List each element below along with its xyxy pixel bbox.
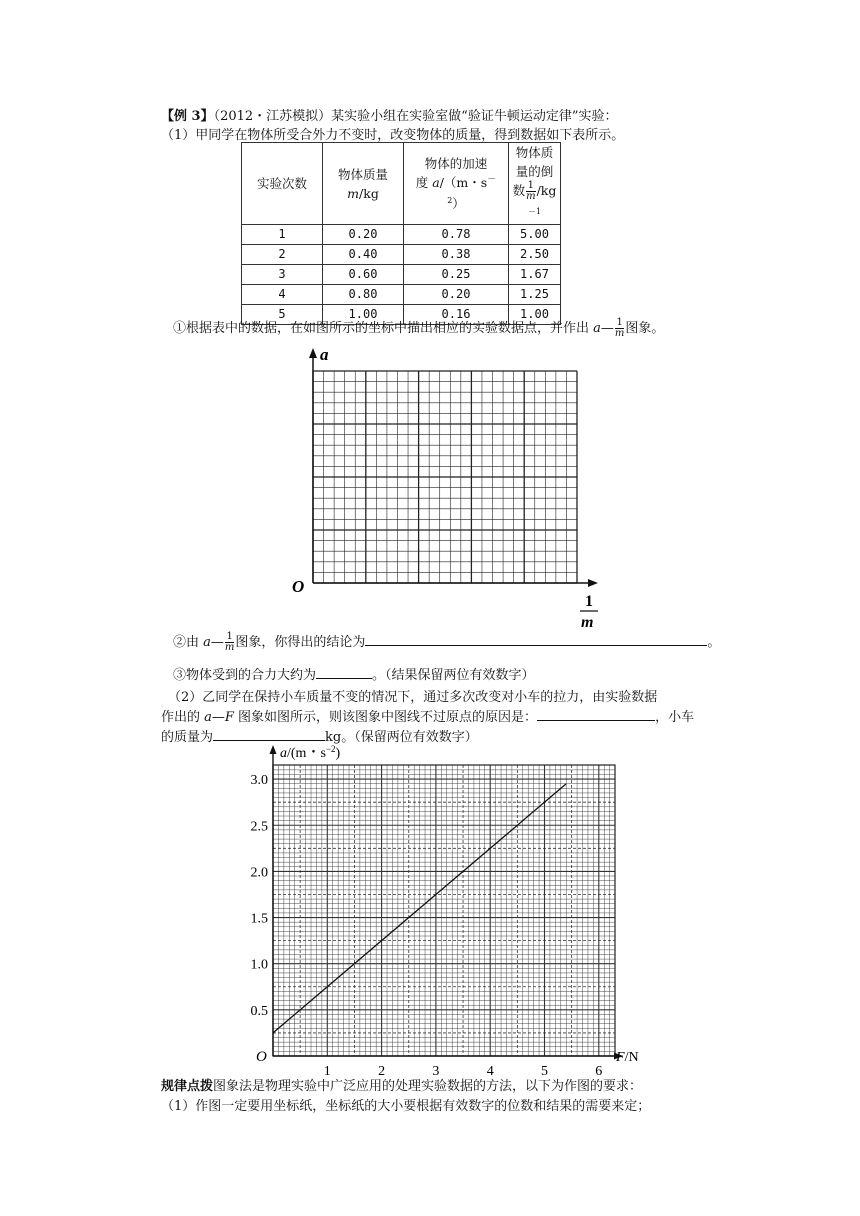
- header-inverse-pre: 数: [512, 183, 526, 198]
- af-x-tick-label: 1: [323, 1064, 331, 1079]
- q1-fraction: [615, 318, 624, 339]
- af-y-label-sup: −2: [325, 744, 336, 754]
- af-y-arrow: [270, 745, 277, 754]
- table-cell: 2.50: [509, 245, 561, 265]
- part2-line3-pre: 的质量为: [161, 730, 214, 745]
- table-row: [242, 265, 561, 285]
- table-cell: 0.20: [404, 285, 509, 305]
- question-1: [173, 316, 664, 342]
- grid1-x-frac-num: 1: [585, 593, 593, 610]
- grid1-x-arrow: [588, 579, 598, 587]
- frac-num: 1: [226, 631, 233, 642]
- header-accel-unit: /（m・s: [439, 175, 488, 191]
- data-table: [241, 142, 561, 325]
- frac-den: m: [224, 642, 235, 653]
- q2-var: a: [203, 635, 211, 650]
- frac-den: m: [614, 328, 625, 339]
- part2-line3-post: kg。（保留两位有效数字）: [325, 730, 478, 745]
- af-x-label: [615, 1050, 639, 1065]
- part2-line2-pre: 作出的: [161, 710, 205, 725]
- af-x-label-unit: /N: [624, 1050, 639, 1065]
- frac-num: 1: [616, 317, 623, 328]
- grid1-origin-label: O: [292, 577, 305, 596]
- table-header-row: [242, 143, 561, 225]
- tips-line: [161, 1075, 642, 1094]
- af-x-tick-label: 2: [378, 1064, 386, 1079]
- header-accel: [404, 143, 509, 225]
- header-trial-label: 实验次数: [256, 176, 307, 192]
- table-cell: 1.00: [509, 305, 561, 325]
- question-2: [173, 630, 720, 656]
- header-mass: [323, 143, 404, 225]
- example-source: （2012・江苏模拟）: [213, 109, 332, 124]
- frac-den: m: [526, 191, 536, 202]
- table-cell: 3: [242, 265, 323, 285]
- af-y-tick-label: 0.5: [250, 1003, 268, 1019]
- table-cell: 1.67: [509, 265, 561, 285]
- af-grid: [273, 765, 615, 1056]
- part2-line2-mid: 图象如图所示，则该图象中图线不过原点的原因是：: [233, 710, 538, 725]
- table-row: [242, 245, 561, 265]
- part1-text: [161, 124, 624, 143]
- example-intro: 某实验小组在实验室做“验证牛顿运动定律”实验：: [331, 109, 618, 124]
- af-y-tick-label: 2.0: [250, 865, 268, 881]
- af-y-tick-label: 2.5: [250, 819, 268, 835]
- header-mass-unit: /kg: [359, 185, 379, 201]
- q1-dash: —: [600, 321, 614, 336]
- q2-fraction: [225, 632, 234, 653]
- header-accel-pre: 度: [415, 175, 433, 191]
- q2-post: 图象，你得出的结论为: [235, 635, 366, 650]
- table-cell: 0.78: [404, 225, 509, 245]
- part1-body: 甲同学在物体所受合外力不变时，改变物体的质量，得到数据如下表所示。: [195, 128, 625, 143]
- frac-num: 1: [527, 180, 535, 191]
- table-cell: 2: [242, 245, 323, 265]
- table-cell: 1: [242, 225, 323, 245]
- af-grid-frame: [273, 765, 615, 1056]
- q2-pre: ②由: [173, 635, 204, 650]
- af-origin-label: O: [256, 1049, 267, 1065]
- header-accel-sup2: 2: [447, 195, 453, 205]
- part2-line2: [161, 706, 694, 725]
- header-mass-var: m: [347, 185, 360, 201]
- table-cell: 0.20: [323, 225, 404, 245]
- grid1-y-arrow: [309, 348, 317, 358]
- part2-reason-blank[interactable]: [537, 708, 655, 721]
- tips-item-1-text: （1）作图一定要用坐标纸，坐标纸的大小要根据有效数字的位数和结果的需要来定；: [161, 1099, 651, 1114]
- q2-end: 。: [707, 635, 721, 650]
- grid1-x-frac-den: m: [581, 614, 594, 631]
- af-x-tick-label: 5: [541, 1064, 548, 1079]
- table-row: [242, 285, 561, 305]
- af-chart: [240, 740, 660, 1079]
- blank-grid-chart: [280, 340, 620, 640]
- af-y-tick-label: 1.0: [250, 957, 268, 973]
- table-cell: 1.00: [323, 305, 404, 325]
- table-cell: 0.38: [404, 245, 509, 265]
- question-3: [173, 664, 535, 683]
- header-inverse-mass: [509, 143, 561, 225]
- header-inverse-line1: 物体质量的倒: [515, 145, 554, 179]
- header-mass-line1: 物体质量: [337, 166, 388, 182]
- header-inverse-unit: /kg: [536, 183, 557, 198]
- part2-line2-var: a—F: [204, 710, 234, 725]
- table-cell: 5.00: [509, 225, 561, 245]
- part1-label: （1）: [161, 128, 196, 143]
- part2-line1-text: （2）乙同学在保持小车质量不变的情况下，通过多次改变对小车的拉力，由实验数据: [168, 690, 658, 705]
- table-cell: 5: [242, 305, 323, 325]
- header-trial: [242, 143, 323, 225]
- q2-answer-blank[interactable]: [365, 633, 707, 646]
- q3-answer-blank[interactable]: [316, 666, 372, 679]
- header-accel-line1: 物体的加速: [424, 156, 488, 172]
- header-accel-var: a: [432, 175, 440, 191]
- q1-post: 图象。: [625, 321, 665, 336]
- af-y-tick-label: 3.0: [250, 773, 268, 789]
- af-x-label-var: F: [616, 1050, 625, 1065]
- table-cell: 0.80: [323, 285, 404, 305]
- af-x-tick-label: 3: [432, 1064, 440, 1079]
- tips-item-1: [161, 1095, 650, 1114]
- table-row: [242, 225, 561, 245]
- table-cell: 0.60: [323, 265, 404, 285]
- header-inverse-fraction: [526, 181, 535, 202]
- example-heading: [161, 105, 617, 124]
- grid1-lines: [313, 371, 577, 583]
- table-cell: 0.40: [323, 245, 404, 265]
- af-y-label-var: a: [280, 746, 287, 761]
- table-cell: 0.16: [404, 305, 509, 325]
- af-y-label: [280, 744, 340, 761]
- q3-pre: ③物体受到的合力大约为: [173, 668, 317, 683]
- af-y-label-close: ): [335, 746, 341, 761]
- grid1-y-label: a: [320, 345, 329, 364]
- part2-line2-post: ，小车: [655, 710, 695, 725]
- tips-text: 图象法是物理实验中广泛应用的处理实验数据的方法，以下为作图的要求：: [213, 1079, 643, 1094]
- table-cell: 4: [242, 285, 323, 305]
- af-x-tick-label: 6: [595, 1064, 603, 1079]
- header-inverse-sup: －1: [527, 207, 542, 216]
- example-tag: 【例 3】: [161, 109, 214, 124]
- table-cell: 0.25: [404, 265, 509, 285]
- q2-dash: —: [210, 635, 224, 650]
- header-accel-sup: －: [487, 175, 497, 186]
- header-accel-close: ）: [452, 195, 465, 211]
- q1-var: a: [593, 321, 601, 336]
- af-y-label-unit: /(m・s: [287, 746, 326, 761]
- part2-line1: [168, 686, 657, 705]
- q1-pre: ①根据表中的数据，在如图所示的坐标中描出相应的实验数据点，并作出: [173, 321, 594, 336]
- af-x-tick-label: 4: [486, 1064, 494, 1079]
- tips-title: 规律点拨: [161, 1079, 214, 1094]
- table-cell: 1.25: [509, 285, 561, 305]
- af-y-tick-label: 1.5: [250, 911, 268, 927]
- q3-post: 。（结果保留两位有效数字）: [372, 668, 535, 683]
